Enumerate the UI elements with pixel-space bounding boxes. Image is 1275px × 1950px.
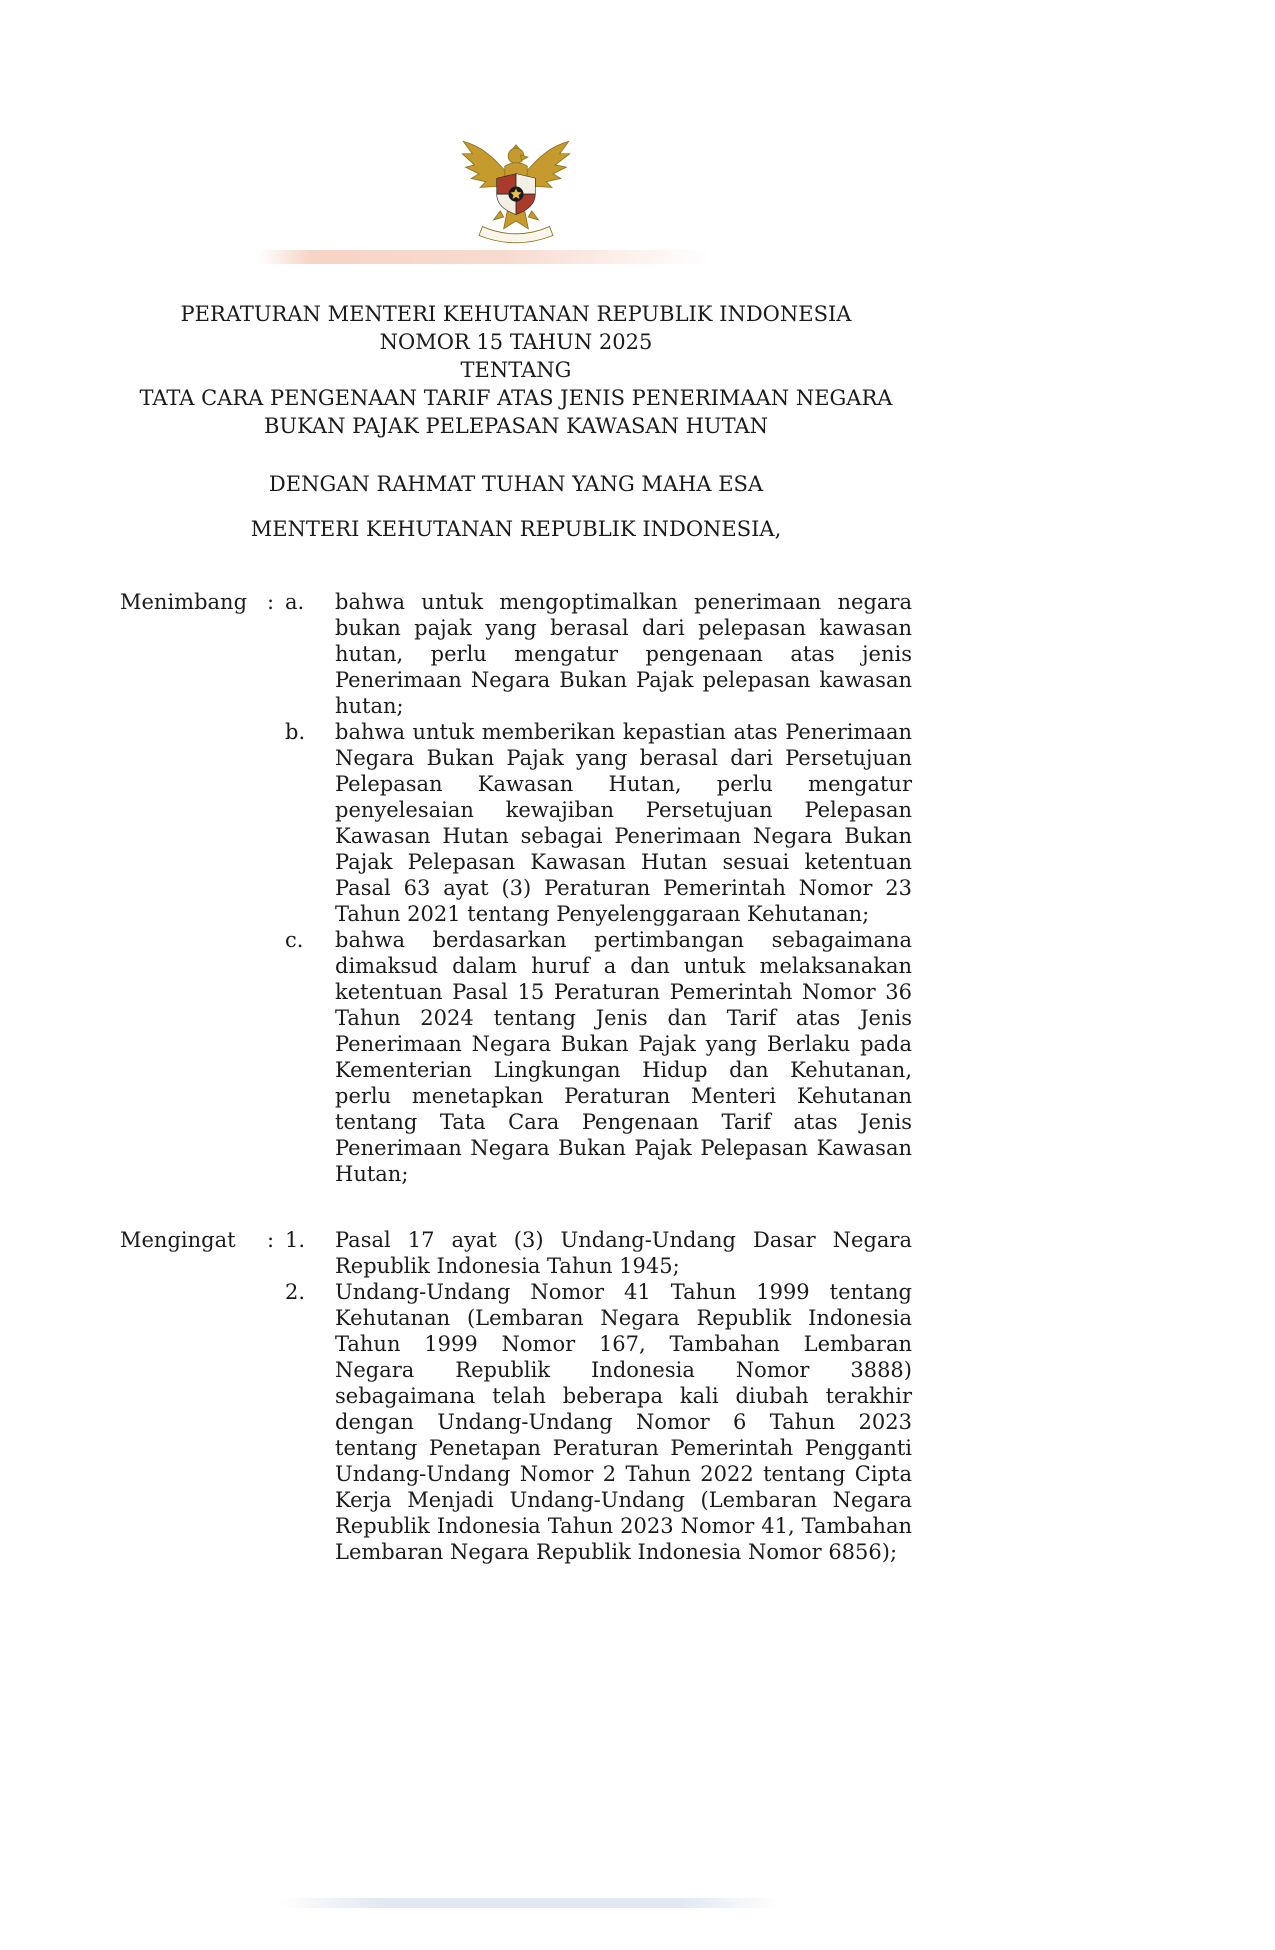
consideration-item-c: [285, 927, 912, 1187]
item-marker: c.: [285, 928, 304, 952]
item-text: Pasal 17 ayat (3) Undang-Undang Dasar Negara Republik Indonesia Tahun 1945;: [335, 1228, 912, 1278]
consideration-item-b: [285, 719, 912, 927]
scan-artifact-bottom: [280, 1898, 780, 1908]
regulation-subject: TATA CARA PENGENAAN TARIF ATAS JENIS PENERIMAAN NEGARA BUKAN PAJAK PELEPASAN KAWASAN HUTAN: [139, 386, 893, 438]
issuer-line: MENTERI KEHUTANAN REPUBLIK INDONESIA,: [250, 517, 782, 541]
legal-basis-item-2: [285, 1279, 912, 1565]
legal-basis-item-1: [285, 1227, 912, 1279]
item-text: bahwa berdasarkan pertimbangan sebagaimana dimaksud dalam huruf a dan untuk melaksanakan ketentuan Pasal 15 Peraturan Pemerintah Nomor 36 Tahun 2024 tentang Jenis dan Tarif atas Jenis Penerimaan Negara Bukan Pajak yang Berlaku pada Kementerian Lingkungan Hidup dan Kehutanan, perlu menetapkan Peraturan Menteri Kehutanan tentang Tata Cara Pengenaan Tarif atas Jenis Penerimaan Negara Bukan Pajak Pelepasan Kawasan Hutan;: [335, 928, 912, 1186]
item-marker: a.: [285, 590, 305, 614]
item-marker: 1.: [285, 1228, 306, 1252]
section-label-text: Menimbang: [120, 590, 248, 614]
consideration-item-a: [285, 589, 912, 719]
section-mengingat: [120, 1227, 912, 1565]
regulation-about-label: TENTANG: [460, 358, 572, 382]
menimbang-items: [285, 589, 912, 1187]
item-marker: 2.: [285, 1280, 306, 1304]
section-label-menimbang: [120, 589, 285, 1187]
section-menimbang: [120, 589, 912, 1187]
title-block: [120, 300, 912, 440]
section-colon: :: [267, 1228, 275, 1252]
item-text: bahwa untuk mengoptimalkan penerimaan negara bukan pajak yang berasal dari pelepasan kawasan hutan, perlu mengatur pengenaan atas jenis Penerimaan Negara Bukan Pajak pelepasan kawasan hutan;: [335, 590, 912, 718]
garuda-pancasila-icon: [460, 122, 572, 246]
document-content: [120, 0, 912, 1565]
section-label-text: Mengingat: [120, 1228, 236, 1252]
section-colon: :: [267, 590, 275, 614]
section-label-mengingat: [120, 1227, 285, 1565]
regulation-title: PERATURAN MENTERI KEHUTANAN REPUBLIK INDONESIA: [180, 302, 852, 326]
invocation-line: DENGAN RAHMAT TUHAN YANG MAHA ESA: [268, 472, 764, 496]
mengingat-items: [285, 1227, 912, 1565]
item-text: Undang-Undang Nomor 41 Tahun 1999 tentang Kehutanan (Lembaran Negara Republik Indonesia Tahun 1999 Nomor 167, Tambahan Lembaran Negara Republik Indonesia Nomor 3888) sebagaimana telah beberapa kali diubah terakhir dengan Undang-Undang Nomor 6 Tahun 2023 tentang Penetapan Peraturan Pemerintah Pengganti Undang-Undang Nomor 2 Tahun 2022 tentang Cipta Kerja Menjadi Undang-Undang (Lembaran Negara Republik Indonesia Tahun 2023 Nomor 41, Tambahan Lembaran Negara Republik Indonesia Nomor 6856);: [335, 1280, 912, 1564]
regulation-number: NOMOR 15 TAHUN 2025: [379, 330, 653, 354]
item-text: bahwa untuk memberikan kepastian atas Penerimaan Negara Bukan Pajak yang berasal dari Persetujuan Pelepasan Kawasan Hutan, perlu mengatur penyelesaian kewajiban Persetujuan Pelepasan Kawasan Hutan sebagai Penerimaan Negara Bukan Pajak Pelepasan Kawasan Hutan sesuai ketentuan Pasal 63 ayat (3) Peraturan Pemerintah Nomor 23 Tahun 2021 tentang Penyelenggaraan Kehutanan;: [335, 720, 912, 926]
item-marker: b.: [285, 720, 306, 744]
